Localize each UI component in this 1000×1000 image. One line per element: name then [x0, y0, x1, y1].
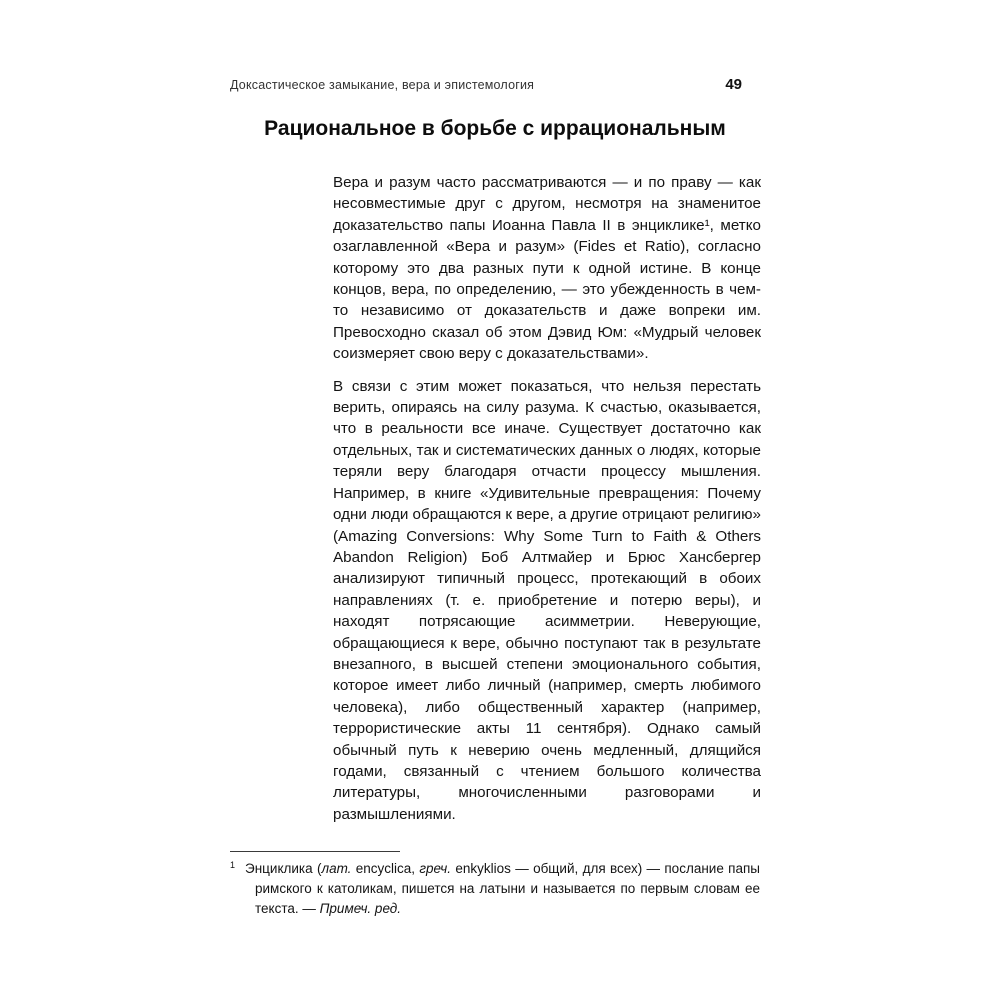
- chapter-title: Рациональное в борьбе с иррациональным: [264, 117, 726, 140]
- footnote-text-segment-italic: лат.: [321, 861, 352, 876]
- footnote-text-segment: encyclica,: [351, 861, 420, 876]
- footnote-divider: [230, 851, 400, 852]
- page-number: 49: [725, 76, 742, 93]
- body-paragraph: В связи с этим может показаться, что нельзя перестать верить, опираясь на силу разума. К счастью, оказывается, что в реальности все иначе. Существует достаточно как отдельных, так и систематических данных о людях, которые теряли веру благодаря отчасти процессу мышления. Например, в книге «Удивительные превращения: Почему одни люди обращаются к вере, а другие отрицают религию» (Amazing Conversions: Why Some Turn to Faith & Others Abandon Religion) Боб Алтмайер и Брюс Хансбергер анализируют типичный процесс, протекающий в обоих направлениях (т. е. приобретение и потерю веры), и находят потрясающие асимметрии. Неверующие, обращающиеся к вере, обычно поступают так в результате внезапного, в высшей степени эмоционального события, которое имеет либо личный (например, смерть любимого человека), либо общественный характер (например, террористические акты 11 сентября). Однако самый обычный путь к неверию очень медленный, длящийся годами, связанный с чтением большого количества литературы, многочисленными разговорами и размышлениями.: [333, 377, 762, 823]
- footnote-text-segment-italic: греч.: [419, 861, 452, 876]
- footnote-marker: 1: [230, 859, 236, 870]
- running-title: Доксастическое замыкание, вера и эпистемология: [230, 78, 535, 92]
- body-text: [333, 172, 761, 836]
- footnote: [230, 859, 760, 918]
- body-paragraph: Вера и разум часто рассматриваются — и по праву — как несовместимые друг с другом, несмотря на знаменитое доказательство папы Иоанна Павла II в энциклике¹, метко озаглавленной «Вера и разум» (Fides et Ratio), согласно которому это два разных пути к одной истине. В конце концов, вера, по определению, — это убежденность в чем-то независимо от доказательств и даже вопреки им. Превосходно сказал об этом Дэвид Юм: «Мудрый человек соизмеряет свою веру с доказательствами».: [333, 174, 761, 363]
- footnote-text-segment: Энциклика (: [245, 861, 322, 876]
- running-header: [230, 76, 742, 93]
- footnote-text-segment: enkyklios — общий, для всех) — послание папы римского к католикам, пишется на латыни и называется по первым словам ее текста. —: [255, 861, 760, 916]
- footnote-text-segment-italic: Примеч. ред.: [319, 900, 402, 916]
